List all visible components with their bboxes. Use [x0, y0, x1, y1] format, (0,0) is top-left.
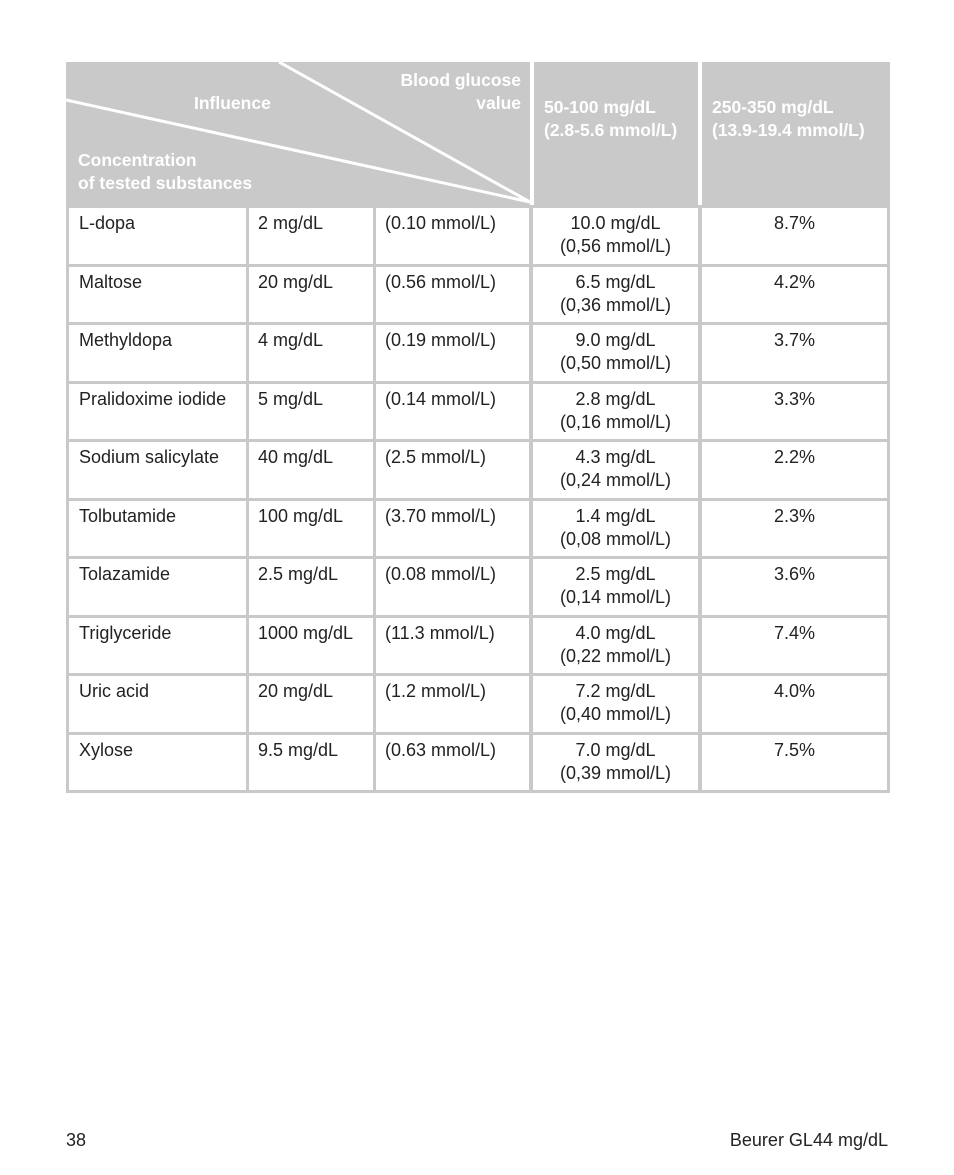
high-range-cell: 8.7% [702, 208, 887, 264]
concentration-mmol-cell: (3.70 mmol/L) [376, 501, 529, 557]
substance-cell: L-dopa [69, 208, 246, 264]
table-row [66, 618, 890, 674]
high-range-cell: 3.3% [702, 384, 887, 440]
high-range-cell: 7.4% [702, 618, 887, 674]
low-range-cell: 10.0 mg/dL (0,56 mmol/L) [533, 208, 698, 264]
high-range-cell: 2.2% [702, 442, 887, 498]
table-row [66, 208, 890, 264]
low-range-cell: 1.4 mg/dL (0,08 mmol/L) [533, 501, 698, 557]
substance-cell: Sodium salicylate [69, 442, 246, 498]
concentration-mmol-cell: (0.08 mmol/L) [376, 559, 529, 615]
diagonal-header-cell [66, 62, 530, 205]
concentration-mgdl-cell: 20 mg/dL [249, 267, 373, 323]
low-range-cell: 9.0 mg/dL (0,50 mmol/L) [533, 325, 698, 381]
header-col-high: 250-350 mg/dL (13.9-19.4 mmol/L) [702, 62, 890, 205]
low-range-cell: 4.3 mg/dL (0,24 mmol/L) [533, 442, 698, 498]
concentration-mmol-cell: (0.19 mmol/L) [376, 325, 529, 381]
substance-cell: Methyldopa [69, 325, 246, 381]
concentration-mmol-cell: (11.3 mmol/L) [376, 618, 529, 674]
substance-cell: Triglyceride [69, 618, 246, 674]
high-range-cell: 4.2% [702, 267, 887, 323]
table-row [66, 442, 890, 498]
table-row [66, 267, 890, 323]
table-row [66, 559, 890, 615]
low-range-cell: 6.5 mg/dL (0,36 mmol/L) [533, 267, 698, 323]
table-row [66, 676, 890, 732]
low-range-cell: 2.8 mg/dL (0,16 mmol/L) [533, 384, 698, 440]
page-number: 38 [66, 1130, 87, 1150]
table-row [66, 501, 890, 557]
influence-label: Influence [194, 93, 271, 113]
high-range-cell: 2.3% [702, 501, 887, 557]
concentration-mmol-cell: (1.2 mmol/L) [376, 676, 529, 732]
concentration-mgdl-cell: 5 mg/dL [249, 384, 373, 440]
blood-glucose-label: Blood glucose value [400, 70, 521, 113]
substance-cell: Maltose [69, 267, 246, 323]
low-range-cell: 7.0 mg/dL (0,39 mmol/L) [533, 735, 698, 791]
low-range-cell: 2.5 mg/dL (0,14 mmol/L) [533, 559, 698, 615]
concentration-mgdl-cell: 1000 mg/dL [249, 618, 373, 674]
concentration-label: Concentration of tested substances [78, 150, 253, 193]
concentration-mgdl-cell: 20 mg/dL [249, 676, 373, 732]
high-range-cell: 7.5% [702, 735, 887, 791]
table-row [66, 325, 890, 381]
table-row [66, 735, 890, 791]
concentration-mgdl-cell: 9.5 mg/dL [249, 735, 373, 791]
substance-cell: Tolbutamide [69, 501, 246, 557]
table-body [66, 208, 890, 793]
concentration-mgdl-cell: 100 mg/dL [249, 501, 373, 557]
concentration-mmol-cell: (0.14 mmol/L) [376, 384, 529, 440]
high-range-cell: 4.0% [702, 676, 887, 732]
product-name: Beurer GL44 mg/dL [729, 1130, 888, 1150]
concentration-mmol-cell: (0.10 mmol/L) [376, 208, 529, 264]
substance-cell: Tolazamide [69, 559, 246, 615]
concentration-mgdl-cell: 2.5 mg/dL [249, 559, 373, 615]
concentration-mmol-cell: (2.5 mmol/L) [376, 442, 529, 498]
table-row [66, 384, 890, 440]
substance-cell: Uric acid [69, 676, 246, 732]
low-range-cell: 7.2 mg/dL (0,40 mmol/L) [533, 676, 698, 732]
substance-cell: Pralidoxime iodide [69, 384, 246, 440]
low-range-cell: 4.0 mg/dL (0,22 mmol/L) [533, 618, 698, 674]
substance-cell: Xylose [69, 735, 246, 791]
concentration-mmol-cell: (0.63 mmol/L) [376, 735, 529, 791]
concentration-mmol-cell: (0.56 mmol/L) [376, 267, 529, 323]
concentration-mgdl-cell: 4 mg/dL [249, 325, 373, 381]
high-range-cell: 3.6% [702, 559, 887, 615]
high-range-cell: 3.7% [702, 325, 887, 381]
interference-table [66, 62, 890, 793]
concentration-mgdl-cell: 40 mg/dL [249, 442, 373, 498]
header-col-low: 50-100 mg/dL (2.8-5.6 mmol/L) [534, 62, 698, 205]
table-header [66, 62, 890, 205]
concentration-mgdl-cell: 2 mg/dL [249, 208, 373, 264]
